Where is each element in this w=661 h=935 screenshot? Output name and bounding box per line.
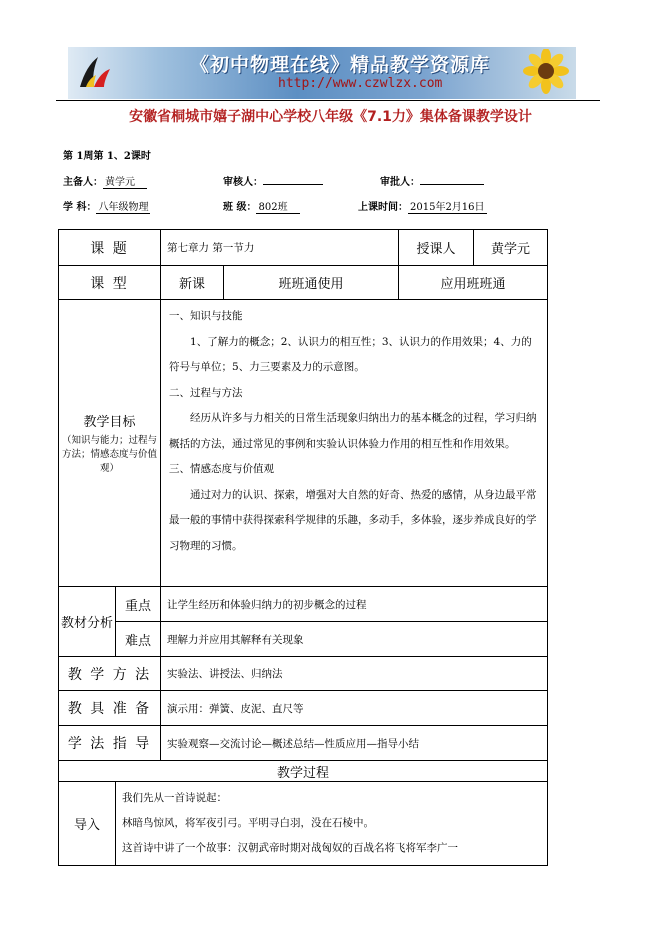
objectives-label-cell — [59, 300, 161, 587]
banner-url: http://www.czwlzx.com — [278, 76, 443, 91]
teacher-value: 黄学元 — [474, 230, 548, 266]
date-label: 上课时间： — [358, 202, 408, 213]
intro-content — [116, 782, 548, 866]
sunflower-icon — [514, 49, 574, 97]
lesson-plan-table — [58, 229, 548, 866]
preparer-label: 主备人： — [63, 177, 103, 188]
objective-heading: 一、知识与技能 — [169, 310, 243, 322]
objective-heading: 三、情感态度与价值观 — [169, 463, 275, 475]
analysis-label: 教材分析 — [59, 587, 116, 657]
process-header-row — [59, 761, 548, 782]
objectives-row — [59, 300, 548, 587]
intro-line: 林暗鸟惊风，将军夜引弓。平明寻白羽，没在石棱中。 — [122, 817, 374, 829]
method-row — [59, 657, 548, 691]
intro-line: 这首诗中讲了一个故事：汉朝武帝时期对战匈奴的百战名将飞将军李广一 — [122, 842, 458, 854]
key-label: 重点 — [116, 587, 161, 622]
objective-text: 通过对力的认识、探索，增强对大自然的好奇、热爱的感情，从身边最平常最一般的事情中获得探索科学规律的乐趣，多动手，多体验，逐步养成良好的学习物理的习惯。 — [169, 488, 537, 552]
preparer-line — [63, 173, 147, 189]
approver-label: 审批人： — [380, 177, 420, 188]
teacher-label: 授课人 — [399, 230, 474, 266]
header-banner — [68, 47, 576, 99]
process-label: 教学过程 — [59, 761, 548, 782]
objective-text: 1、了解力的概念；2、认识力的相互性；3、认识力的作用效果；4、力的符号与单位；5、力三要素及力的示意图。 — [169, 335, 532, 373]
banner-title: 《初中物理在线》精品教学资源库 — [190, 54, 491, 76]
study-label: 学 法 指 导 — [59, 726, 161, 761]
objective-heading: 二、过程与方法 — [169, 386, 243, 399]
topic-row — [59, 230, 548, 266]
type-label: 课 型 — [59, 266, 161, 300]
class-line — [223, 198, 300, 214]
method-label: 教 学 方 法 — [59, 657, 161, 691]
objectives-label: 教学目标 — [83, 414, 136, 430]
subject-label: 学 科： — [63, 202, 97, 213]
difficulty-value: 理解力并应用其解释有关现象 — [161, 622, 548, 657]
intro-label: 导入 — [59, 782, 116, 866]
date-value: 2015年2月16日 — [408, 198, 487, 214]
date-line — [358, 198, 487, 214]
class-value: 802班 — [256, 198, 300, 214]
preparer-value: 黄学元 — [103, 173, 147, 189]
difficulty-row — [59, 622, 548, 657]
key-row — [59, 587, 548, 622]
tool-value: 应用班班通 — [399, 266, 548, 300]
intro-row — [59, 782, 548, 866]
document-title: 安徽省桐城市嬉子湖中心学校八年级《7.1力》集体备课教学设计 — [129, 109, 532, 125]
intro-line: 我们先从一首诗说起： — [122, 792, 227, 804]
study-value: 实验观察—交流讨论—概述总结—性质应用—指导小结 — [161, 726, 548, 761]
objectives-content — [161, 300, 548, 587]
key-value: 让学生经历和体验归纳力的初步概念的过程 — [161, 587, 548, 622]
approver-blank — [420, 184, 484, 185]
study-row — [59, 726, 548, 761]
type-value: 新课 — [161, 266, 224, 300]
topic-label: 课 题 — [59, 230, 161, 266]
difficulty-label: 难点 — [116, 622, 161, 657]
aids-value: 演示用：弹簧、皮泥、直尺等 — [161, 691, 548, 726]
objective-text: 经历从许多与力相关的日常生活现象归纳出力的基本概念的过程，学习归纳概括的方法，通过常见的事例和实验认识体验力作用的相互性和作用效果。 — [169, 412, 537, 450]
aids-label: 教 具 准 备 — [59, 691, 161, 726]
type-row — [59, 266, 548, 300]
header-rule — [56, 100, 600, 101]
aids-row — [59, 691, 548, 726]
tool-label: 班班通使用 — [224, 266, 399, 300]
topic-value: 第七章力 第一节力 — [161, 230, 399, 266]
logo-icon — [74, 53, 114, 93]
approver-line — [380, 173, 484, 188]
reviewer-blank — [263, 184, 323, 185]
objectives-sublabel: （知识与能力；过程与方法；情感态度与价值观） — [62, 434, 158, 474]
subject-line — [63, 198, 150, 214]
reviewer-line — [223, 173, 323, 188]
subject-value: 八年级物理 — [96, 198, 150, 214]
class-label: 班 级： — [223, 202, 257, 213]
method-value: 实验法、讲授法、归纳法 — [161, 657, 548, 691]
reviewer-label: 审核人： — [223, 177, 263, 188]
session-line: 第 1周第 1、2课时 — [63, 151, 151, 162]
